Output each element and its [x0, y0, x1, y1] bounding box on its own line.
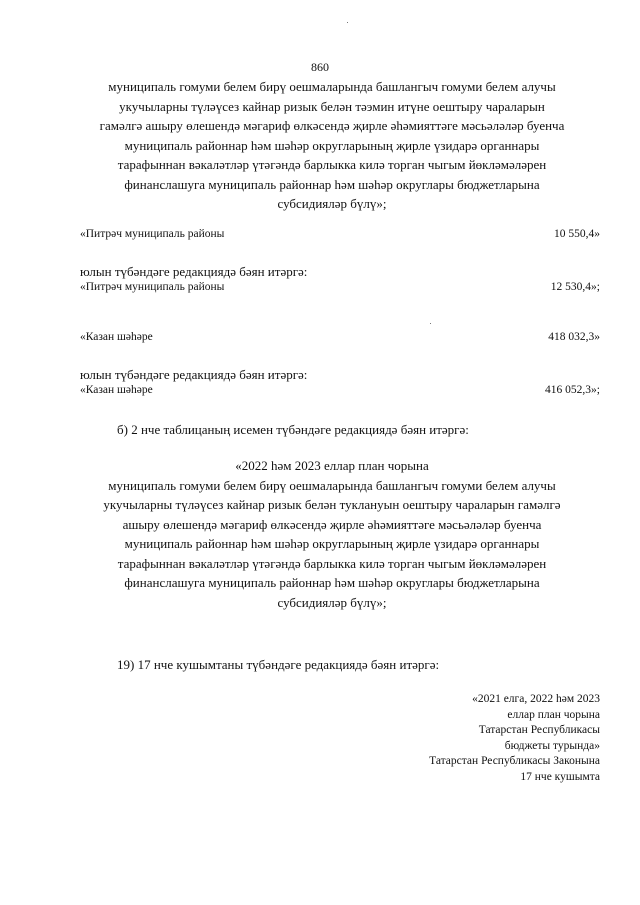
appendix-header: [429, 692, 600, 785]
intro-line: финанслашуга муниципаль районнар һәм шәһәр округлары бюджетларына: [124, 176, 540, 192]
new-title-line: «2022 һәм 2023 еллар план чорына: [235, 458, 429, 473]
new-title-block: [52, 456, 612, 612]
appendix-header-line: «2021 елга, 2022 һәм 2023: [472, 693, 600, 705]
intro-line: муниципаль гомуми белем бирү оешмаларында башлангыч гомуми белем алучы: [108, 79, 556, 94]
row-value-pitrech-new: 12 530,4»;: [550, 281, 600, 293]
row-label-pitrech-old: «Питрәч муниципаль районы: [80, 228, 225, 240]
row-value-pitrech-old: 10 550,4»: [554, 228, 600, 240]
intro-line: субсидияләр бүлү»;: [277, 196, 387, 211]
appendix-header-line: 17 нче кушымта: [520, 770, 600, 783]
appendix-header-line: Татарстан Республикасы Законына: [429, 755, 600, 767]
new-title-line: тарафыннан вәкаләтләр үтәгәндә барлыкка килә торган чыгым йөкләмәләрен: [117, 555, 547, 571]
row-value-kazan-new: 416 052,3»;: [545, 384, 600, 396]
intro-block: [52, 77, 612, 214]
scan-speck: [430, 323, 431, 324]
intro-line: муниципаль районнар һәм шәһәр округларының җирле үзидарә органнары: [124, 137, 540, 153]
new-title-line: ашыру өлешендә мәгариф өлкәсендә җирле әһәмияттәге мәсьәләләр буенча: [122, 516, 542, 532]
intro-line: тарафыннан вәкаләтләр үтәгәндә барлыкка килә торган чыгым йөкләмәләрен: [117, 157, 547, 172]
new-title-line: муниципаль районнар һәм шәһәр округларының җирле үзидарә органнары: [124, 536, 540, 551]
appendix-header-line: еллар план чорына: [507, 708, 600, 721]
replace-phrase: юлын түбәндәге редакциядә бәян итәргә:: [80, 367, 308, 382]
intro-line: гамәлгә ашыру өлешендә мәгариф өлкәсендә җирле әһәмияттәге мәсьәләләр буенча: [99, 118, 565, 133]
replace-phrase: юлын түбәндәге редакциядә бәян итәргә:: [80, 264, 308, 279]
appendix-header-line: Татарстан Республикасы: [478, 724, 600, 736]
new-title-line: укучыларны түләүсез кайнар ризык белән туклануын оештыру чараларын гамәлгә: [103, 497, 561, 512]
new-title-line: финанслашуга муниципаль районнар һәм шәһәр округлары бюджетларына: [124, 575, 540, 590]
row-value-kazan-old: 418 032,3»: [548, 331, 600, 343]
intro-line: укучыларны түләүсез кайнар ризык белән тәэмин итүне оештыру чараларын: [119, 98, 545, 114]
row-label-kazan-new: «Казан шәһәре: [80, 384, 153, 396]
scan-speck: [347, 22, 348, 23]
item-19: 19) 17 нче кушымтаны түбәндәге редакциядә бәян итәргә:: [117, 657, 440, 672]
paragraph-b: б) 2 нче таблицаның исемен түбәндәге редакциядә бәян итәргә:: [117, 422, 469, 437]
row-label-kazan-old: «Казан шәһәре: [80, 331, 153, 343]
new-title-line: муниципаль гомуми белем бирү оешмаларында башлангыч гомуми белем алучы: [108, 477, 556, 493]
page-number: 860: [311, 60, 329, 74]
appendix-header-line: бюджеты турында»: [504, 739, 600, 752]
row-label-pitrech-new: «Питрәч муниципаль районы: [80, 281, 225, 293]
new-title-line: субсидияләр бүлү»;: [277, 594, 387, 610]
